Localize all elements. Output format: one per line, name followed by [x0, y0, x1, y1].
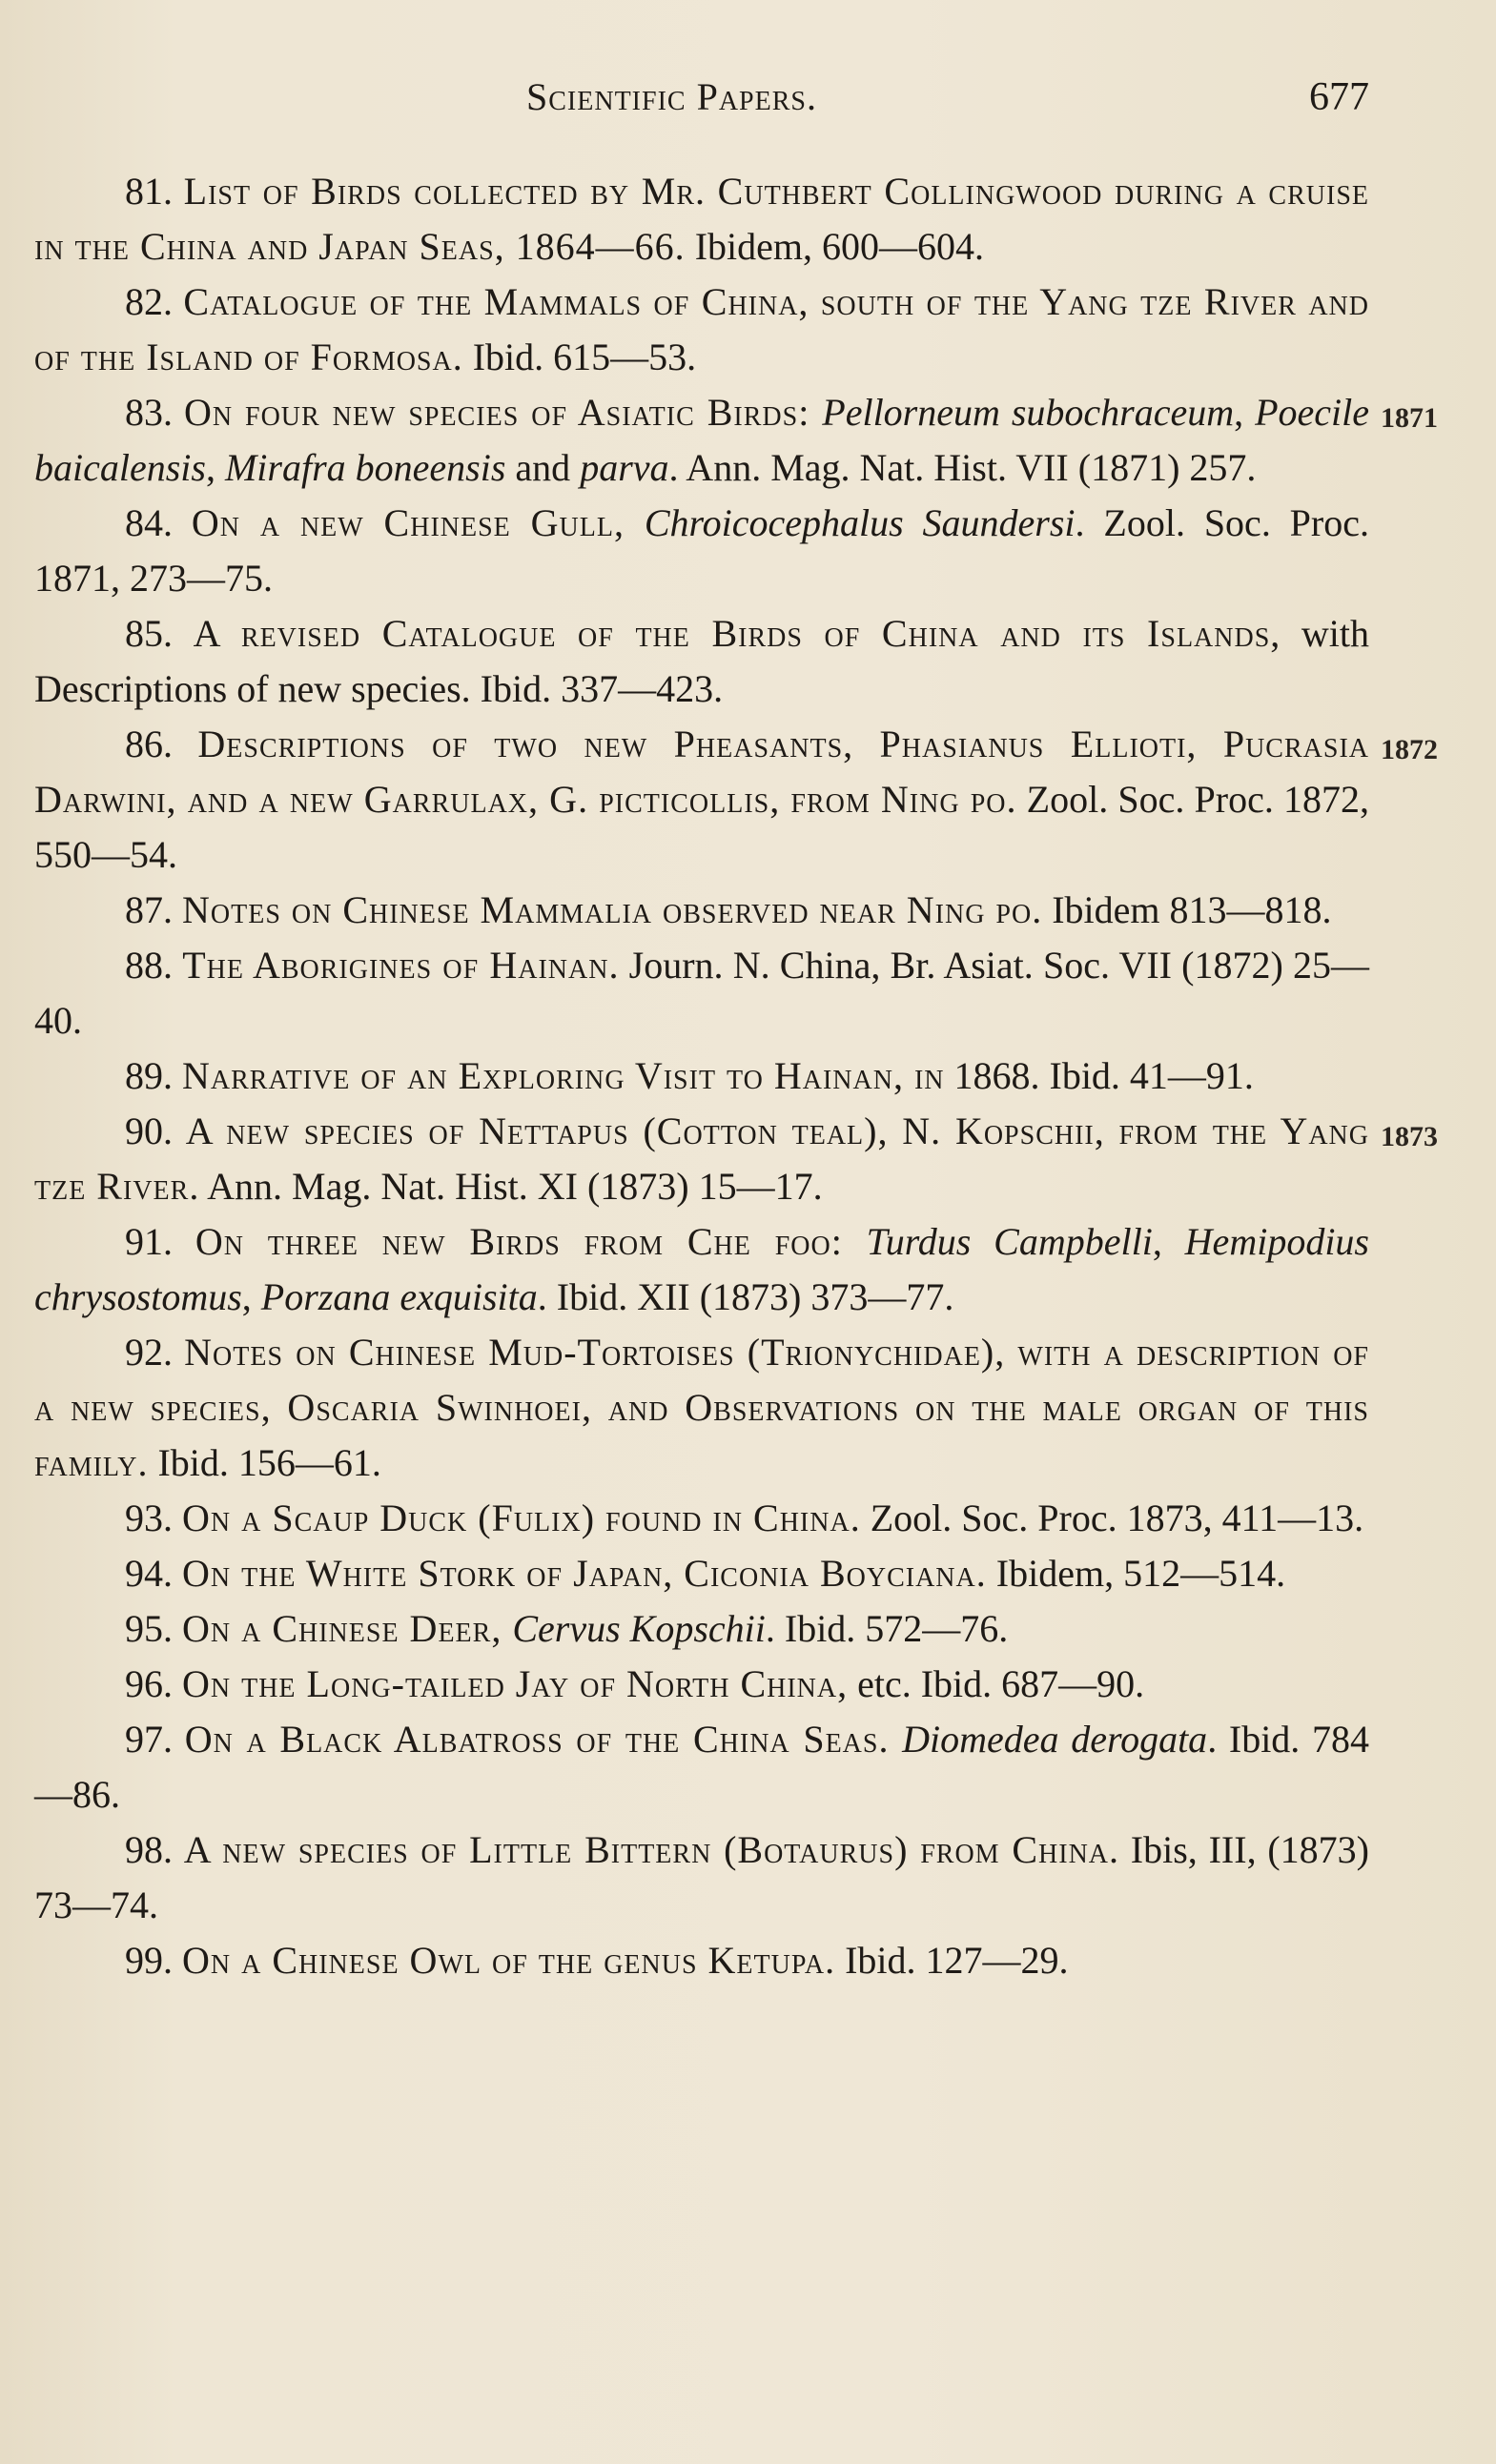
entry-title: Notes on Chinese Mammalia observed near Ning po.	[182, 888, 1043, 931]
entry-title: Catalogue of the Mammals of China, south of the Yang tze River and of the Island of Formosa.	[34, 280, 1369, 378]
species-name: Hemipodius chrysostomus	[34, 1220, 1369, 1318]
entry-title: On a Chinese Deer,	[182, 1607, 513, 1650]
entry-93	[34, 1491, 1369, 1546]
entry-95	[34, 1601, 1369, 1657]
entry-96	[34, 1657, 1369, 1712]
entry-source: Journ. N. China, Br. Asiat. Soc. VII (1872) 25—40.	[34, 944, 1369, 1042]
entry-title: On a Black Albatross of the China Seas.	[184, 1718, 903, 1761]
species-name: Turdus Campbelli	[866, 1220, 1153, 1263]
entry-number: 93.	[125, 1497, 173, 1539]
running-title: Scientific Papers.	[526, 75, 817, 118]
entry-83	[34, 385, 1438, 496]
entry-94	[34, 1546, 1369, 1601]
species-name: Cervus Kopschii	[512, 1607, 766, 1650]
entry-source: Ibidem 813—818.	[1042, 888, 1332, 931]
entry-title: On a new Chinese Gull,	[191, 501, 645, 544]
entry-number: 94.	[125, 1552, 173, 1595]
entry-number: 98.	[125, 1828, 173, 1871]
species-name: Mirafra boneensis	[224, 446, 506, 489]
species-name: parva	[580, 446, 669, 489]
margin-year: 1873	[1381, 1121, 1438, 1152]
entry-title: Narrative of an Exploring Visit to Hainan, in	[182, 1054, 945, 1097]
entry-source: . Ibid. XII (1873) 373—77.	[537, 1275, 954, 1318]
entry-source: Ibidem, 512—514.	[986, 1552, 1286, 1595]
margin-year: 1871	[1381, 402, 1438, 434]
entry-number: 92.	[125, 1331, 173, 1374]
entry-title: On the Long-tailed Jay of North China,	[182, 1662, 849, 1705]
species-name: Poecile baicalensis	[34, 391, 1369, 489]
entry-title: On a Chinese Owl of the genus Ketupa.	[182, 1939, 836, 1982]
entry-number: 81.	[125, 170, 173, 213]
entry-number: 82.	[125, 280, 173, 323]
entry-title: List of Birds collected by Mr. Cuthbert Collingwood during a cruise in the China and Japan Seas, 1864—66.	[34, 170, 1370, 268]
entry-82	[34, 275, 1369, 385]
entry-number: 90.	[125, 1110, 173, 1152]
entry-source: Ibid. 156—61.	[148, 1441, 381, 1484]
entry-source: with Descriptions of new species. Ibid. 337—423.	[34, 612, 1369, 710]
entry-87	[34, 883, 1369, 938]
separator: ,	[241, 1275, 261, 1318]
entry-title: A new species of Nettapus (Cotton teal), N. Kopschii, from the Yang tze River.	[34, 1110, 1369, 1208]
entry-84	[34, 496, 1369, 606]
species-name: Chroicocephalus Saundersi	[644, 501, 1076, 544]
entry-title: A new species of Little Bittern (Botaurus) from China.	[183, 1828, 1120, 1871]
entry-title: On a Scaup Duck (Fulix) found in China.	[182, 1497, 861, 1539]
entry-title: Notes on Chinese Mud-Tortoises (Trionychidae), with a description of a new species, Oscaria Swinhoei, and Observations on the male organ of this family.	[34, 1331, 1370, 1484]
entry-97	[34, 1712, 1369, 1823]
separator: and	[505, 446, 581, 489]
entry-number: 88.	[125, 944, 173, 987]
entry-title: A revised Catalogue of the Birds of China and its Islands,	[193, 612, 1281, 655]
entry-number: 87.	[125, 888, 173, 931]
entry-source: Zool. Soc. Proc. 1872, 550—54.	[34, 778, 1369, 876]
entry-98	[34, 1823, 1369, 1933]
entry-number: 91.	[125, 1220, 173, 1263]
entry-91	[34, 1214, 1369, 1325]
entry-source: . Ibid. 784—86.	[34, 1718, 1369, 1816]
entry-source: etc. Ibid. 687—90.	[848, 1662, 1145, 1705]
entry-title: The Aborigines of Hainan.	[182, 944, 620, 987]
entry-number: 86.	[125, 723, 173, 765]
entry-source: Ibis, III, (1873) 73—74.	[34, 1828, 1369, 1926]
entry-number: 97.	[125, 1718, 173, 1761]
separator: ,	[1152, 1220, 1185, 1263]
entry-source: . Ibid. 572—76.	[765, 1607, 1009, 1650]
page-number: 677	[1309, 75, 1369, 119]
entry-number: 84.	[125, 501, 173, 544]
entry-85	[34, 606, 1369, 717]
entry-title: On four new species of Asiatic Birds:	[183, 391, 823, 434]
entry-number: 99.	[125, 1939, 173, 1982]
entry-source: Ibid. 127—29.	[835, 1939, 1069, 1982]
entry-source: Ann. Mag. Nat. Hist. XI (1873) 15—17.	[199, 1165, 823, 1208]
entry-title: Descriptions of two new Pheasants, Phasianus Ellioti, Pucrasia Darwini, and a new Garrulax, G. picticollis, from Ning po.	[34, 723, 1369, 821]
species-name: Pellorneum subochraceum	[822, 391, 1235, 434]
entry-source: 1868. Ibid. 41—91.	[944, 1054, 1254, 1097]
entry-source: . Ann. Mag. Nat. Hist. VII (1871) 257.	[668, 446, 1257, 489]
entry-86	[34, 717, 1438, 883]
entry-88	[34, 938, 1369, 1049]
entry-number: 96.	[125, 1662, 173, 1705]
entry-title: On the White Stork of Japan, Ciconia Boyciana.	[182, 1552, 987, 1595]
entry-99	[34, 1933, 1369, 1988]
separator: ,	[1234, 391, 1256, 434]
entry-number: 85.	[125, 612, 173, 655]
entry-source: Ibid. 615—53.	[462, 336, 697, 378]
species-name: Diomedea derogata	[902, 1718, 1208, 1761]
entry-92	[34, 1325, 1369, 1491]
entry-number: 89.	[125, 1054, 173, 1097]
entry-source: Ibidem, 600—604.	[685, 225, 984, 268]
page-header	[34, 74, 1369, 132]
entry-title: On three new Birds from Che foo:	[195, 1220, 867, 1263]
entry-number: 83.	[125, 391, 173, 434]
entry-source: . Zool. Soc. Proc. 1871, 273—75.	[34, 501, 1369, 600]
entry-89	[34, 1049, 1369, 1104]
species-name: Porzana exquisita	[260, 1275, 538, 1318]
entry-90	[34, 1104, 1438, 1214]
entry-source: Zool. Soc. Proc. 1873, 411—13.	[860, 1497, 1364, 1539]
entry-number: 95.	[125, 1607, 173, 1650]
entry-81	[34, 164, 1369, 275]
separator: ,	[205, 446, 225, 489]
margin-year: 1872	[1381, 734, 1438, 765]
bibliography-list	[34, 164, 1438, 1988]
